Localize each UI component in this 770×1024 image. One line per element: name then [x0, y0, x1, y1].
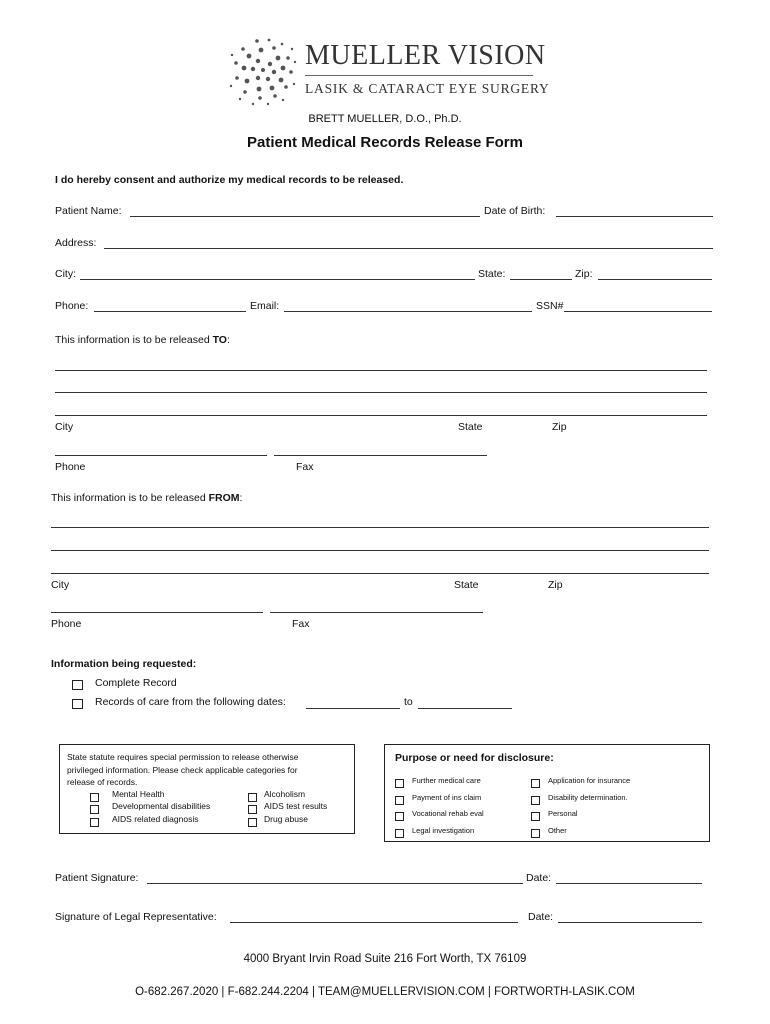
zip-field[interactable] [598, 279, 712, 280]
email-field[interactable] [284, 311, 532, 312]
release-to-heading [55, 334, 230, 346]
date-range-checkbox[interactable] [72, 696, 83, 714]
release-to-fax-field[interactable] [274, 455, 487, 456]
release-to-phone-label: Phone [55, 461, 86, 473]
legal-rep-signature-label: Signature of Legal Representative: [55, 911, 217, 923]
logo [228, 34, 298, 106]
zip-label: Zip: [575, 268, 593, 280]
email-label: Email: [250, 300, 280, 312]
developmental-label: Developmental disabilities [112, 801, 211, 811]
state-label: State: [478, 268, 506, 280]
release-to-suffix: : [226, 334, 230, 346]
statute-text-2: privileged information. Please check applicable categories for [67, 765, 298, 775]
release-from-state-label: State [454, 579, 479, 591]
aids-test-label: AIDS test results [264, 801, 328, 811]
personal-checkbox[interactable] [531, 808, 540, 826]
patient-date-label: Date: [526, 872, 552, 884]
release-from-phone-field[interactable] [51, 612, 263, 613]
date-to-field[interactable] [418, 708, 512, 709]
city-field[interactable] [80, 279, 475, 280]
release-from-phone-label: Phone [51, 618, 82, 630]
complete-record-checkbox[interactable] [72, 677, 83, 695]
patient-signature-label: Patient Signature: [55, 872, 139, 884]
other-label: Other [548, 826, 567, 835]
drug-abuse-checkbox[interactable] [248, 814, 257, 832]
alcoholism-label: Alcoholism [264, 789, 306, 799]
legal-checkbox[interactable] [395, 825, 404, 843]
legal-label: Legal investigation [412, 826, 475, 835]
brand-name: MUELLER VISION [305, 40, 546, 71]
statute-text-1: State statute requires special permission to release otherwise [67, 752, 299, 762]
release-to-zip-label: Zip [552, 421, 567, 433]
rehab-checkbox[interactable] [395, 808, 404, 826]
release-to-emphasis: TO [212, 334, 227, 346]
date-from-field[interactable] [306, 708, 400, 709]
release-to-fax-label: Fax [296, 461, 314, 473]
address-field[interactable] [104, 248, 713, 249]
release-to-intro: This information is to be released [55, 334, 213, 346]
city-label: City: [55, 268, 76, 280]
footer-address: 4000 Bryant Irvin Road Suite 216 Fort Worth, TX 76109 [243, 953, 527, 965]
release-from-suffix: : [239, 492, 243, 504]
release-from-heading [51, 492, 242, 504]
ssn-field[interactable] [564, 311, 712, 312]
aids-diagnosis-label: AIDS related diagnosis [112, 814, 199, 824]
legal-rep-date-label: Date: [528, 911, 554, 923]
complete-record-label: Complete Record [95, 677, 177, 689]
address-label: Address: [55, 237, 97, 249]
insurance-checkbox[interactable] [531, 775, 540, 793]
release-from-line-3[interactable] [51, 573, 709, 574]
info-requested-heading: Information being requested: [51, 658, 197, 670]
ssn-label: SSN# [536, 300, 564, 312]
insurance-label: Application for insurance [548, 776, 631, 785]
footer-contact: O-682.267.2020 | F-682.244.2204 | TEAM@MUELLERVISION.COM | FORTWORTH-LASIK.COM [135, 986, 635, 998]
release-to-state-label: State [458, 421, 483, 433]
further-care-label: Further medical care [412, 776, 481, 785]
release-from-city-label: City [51, 579, 70, 591]
disability-label: Disability determination. [548, 793, 628, 802]
state-field[interactable] [510, 279, 572, 280]
mental-health-label: Mental Health [112, 789, 165, 799]
form-title: Patient Medical Records Release Form [247, 134, 523, 151]
brand-divider [305, 75, 533, 76]
ins-claim-label: Payment of ins claim [412, 793, 482, 802]
release-from-fax-label: Fax [292, 618, 310, 630]
brand-tagline: LASIK & CATARACT EYE SURGERY [305, 81, 550, 96]
release-to-city-label: City [55, 421, 74, 433]
aids-diagnosis-checkbox[interactable] [90, 814, 99, 832]
doctor-name: BRETT MUELLER, D.O., Ph.D. [308, 113, 462, 125]
release-to-phone-field[interactable] [55, 455, 267, 456]
patient-signature-field[interactable] [147, 883, 523, 884]
patient-name-field[interactable] [130, 216, 480, 217]
further-care-checkbox[interactable] [395, 775, 404, 793]
date-to-label: to [404, 696, 413, 708]
drug-abuse-label: Drug abuse [264, 814, 308, 824]
eye-swirl-logo-icon [228, 34, 298, 106]
release-to-line-3[interactable] [55, 415, 707, 416]
consent-statement: I do hereby consent and authorize my medical records to be released. [55, 174, 404, 186]
release-to-line-2[interactable] [55, 392, 707, 393]
statute-text-3: release of records. [67, 777, 138, 787]
personal-label: Personal [548, 809, 578, 818]
dob-label: Date of Birth: [484, 205, 546, 217]
phone-field[interactable] [94, 311, 246, 312]
legal-rep-signature-field[interactable] [230, 922, 518, 923]
patient-name-label: Patient Name: [55, 205, 122, 217]
release-from-zip-label: Zip [548, 579, 563, 591]
date-range-label: Records of care from the following dates: [95, 696, 286, 708]
legal-rep-date-field[interactable] [558, 922, 702, 923]
release-from-line-2[interactable] [51, 550, 709, 551]
release-from-line-1[interactable] [51, 527, 709, 528]
phone-label: Phone: [55, 300, 89, 312]
patient-date-field[interactable] [556, 883, 702, 884]
purpose-heading: Purpose or need for disclosure: [395, 752, 554, 764]
dob-field[interactable] [556, 216, 713, 217]
release-to-line-1[interactable] [55, 370, 707, 371]
release-from-intro: This information is to be released [51, 492, 209, 504]
other-checkbox[interactable] [531, 825, 540, 843]
release-from-emphasis: FROM [208, 492, 240, 504]
release-from-fax-field[interactable] [270, 612, 483, 613]
rehab-label: Vocational rehab eval [412, 809, 484, 818]
